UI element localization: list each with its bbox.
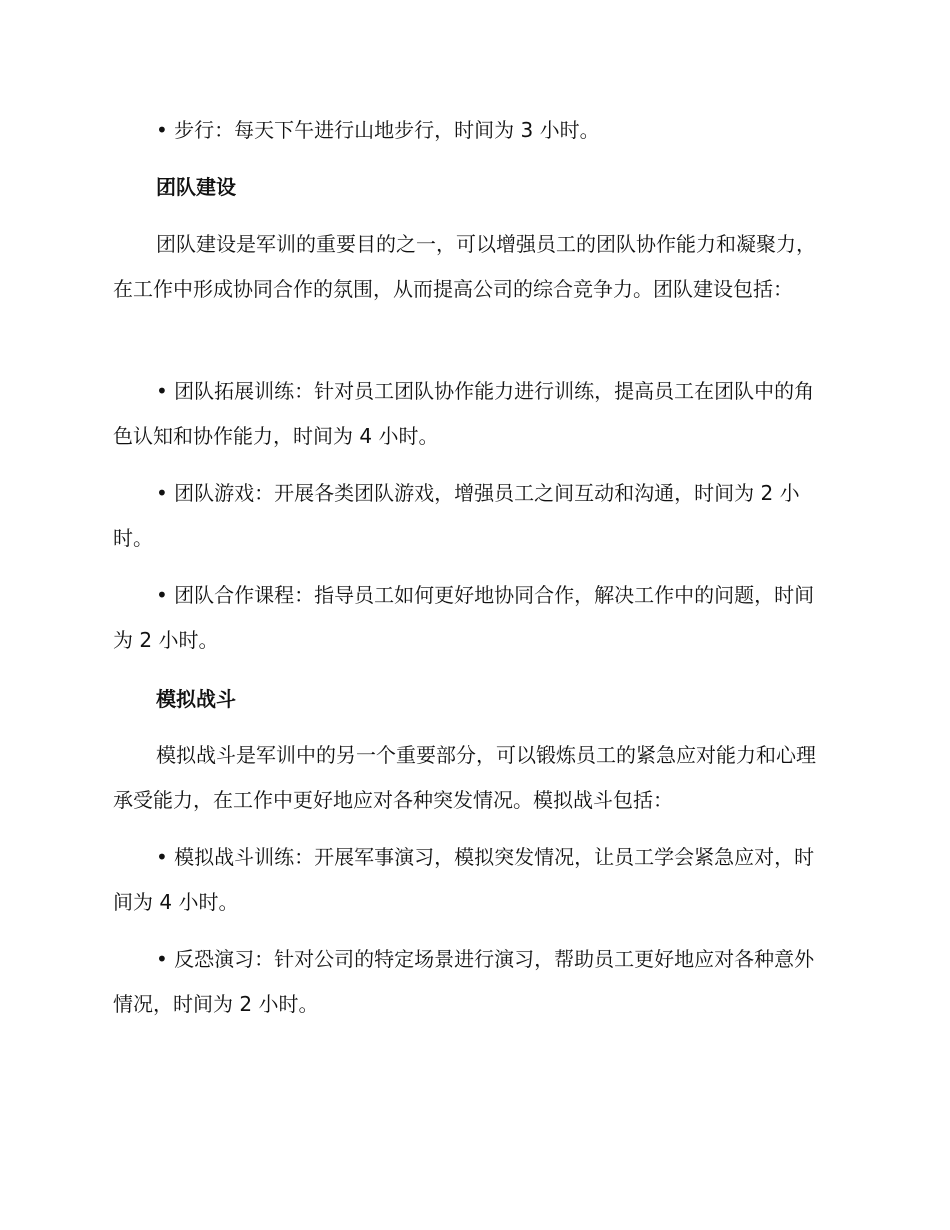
section-heading-team-building: 团队建设 (156, 175, 236, 199)
paragraph-anti-terror-drill: • 反恐演习：针对公司的特定场景进行演习，帮助员工更好地应对各种意外情况，时间为 2 小时。 (113, 947, 815, 1016)
paragraph-team-building-intro: 团队建设是军训的重要目的之一，可以增强员工的团队协作能力和凝聚力，在工作中形成协同合作的氛围，从而提高公司的综合竞争力。团队建设包括： (113, 232, 816, 301)
paragraph-mock-combat-training: • 模拟战斗训练：开展军事演习，模拟突发情况，让员工学会紧急应对，时间为 4 小时。 (113, 845, 815, 914)
section-heading-mock-combat: 模拟战斗 (156, 687, 236, 711)
paragraph-team-outward-training: • 团队拓展训练：针对员工团队协作能力进行训练，提高员工在团队中的角色认知和协作能力，时间为 4 小时。 (113, 379, 815, 448)
paragraph-hiking: • 步行：每天下午进行山地步行，时间为 3 小时。 (156, 118, 600, 142)
paragraph-mock-combat-intro: 模拟战斗是军训中的另一个重要部分，可以锻炼员工的紧急应对能力和心理承受能力，在工作中更好地应对各种突发情况。模拟战斗包括： (113, 743, 816, 812)
paragraph-team-games: • 团队游戏：开展各类团队游戏，增强员工之间互动和沟通，时间为 2 小时。 (113, 481, 800, 550)
paragraph-teamwork-course: • 团队合作课程：指导员工如何更好地协同合作，解决工作中的问题，时间为 2 小时。 (113, 583, 815, 652)
